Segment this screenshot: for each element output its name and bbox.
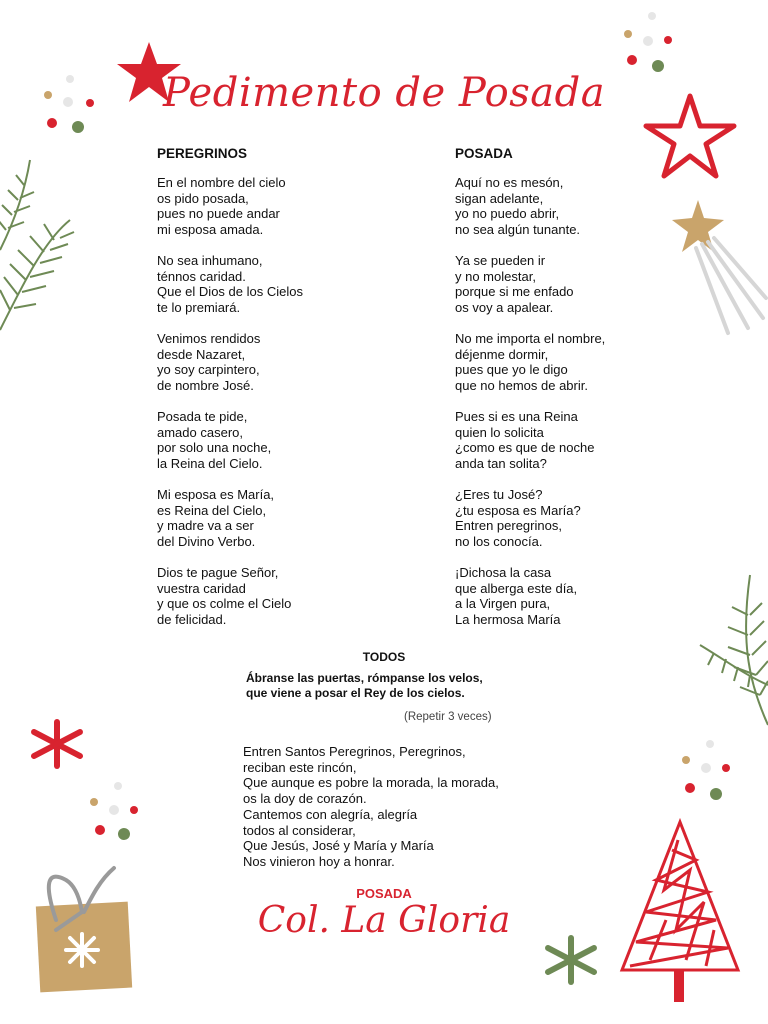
verse-line: reciban este rincón, <box>243 759 357 775</box>
verse-line: a la Virgen pura, <box>455 596 551 611</box>
stanza <box>455 175 605 237</box>
verse-line: la Reina del Cielo. <box>157 455 263 471</box>
verse-line: Entren Santos Peregrinos, Peregrinos, <box>243 744 466 759</box>
verse-line: porque si me enfado <box>455 284 574 299</box>
verse-line: ¿como es que de noche <box>455 440 595 455</box>
verse-line: de nombre José. <box>157 377 254 393</box>
verse-line: yo soy carpintero, <box>157 362 260 377</box>
verse-line: ¿Eres tu José? <box>455 487 543 502</box>
verse-line: yo no puedo abrir, <box>455 206 560 221</box>
verse-line: mi esposa amada. <box>157 221 264 237</box>
verse-line: Entren peregrinos, <box>455 518 562 533</box>
dots-bottom-left-icon <box>88 782 144 842</box>
todos-chorus <box>246 671 483 701</box>
verse-line: amado casero, <box>157 424 243 440</box>
verse-line: Ya se pueden ir <box>455 253 546 268</box>
verse-line: y que os colme el Cielo <box>157 596 292 611</box>
red-snowflake-icon <box>28 718 86 770</box>
verse-line: Que Jesús, José y María y María <box>243 838 434 854</box>
verse-line: anda tan solita? <box>455 455 547 471</box>
verse-line: No sea inhumano, <box>157 253 263 268</box>
stanza <box>157 253 303 315</box>
verse-line: Cantemos con alegría, alegría <box>243 806 418 822</box>
verse-line: del Divino Verbo. <box>157 533 256 549</box>
verse-line: os pido posada, <box>157 190 249 206</box>
verse-line: es Reina del Cielo, <box>157 502 267 518</box>
verse-line: quien lo solicita <box>455 424 544 440</box>
green-snowflake-icon <box>542 934 600 986</box>
verse-line: desde Nazaret, <box>157 346 246 362</box>
heading-peregrinos: PEREGRINOS <box>157 146 248 161</box>
verse-line: Nos vinieron hoy a honrar. <box>243 853 395 869</box>
verse-line: Venimos rendidos <box>157 331 261 346</box>
todos-heading: TODOS <box>362 650 406 664</box>
posada-column <box>455 175 605 643</box>
verse-line: os voy a apalear. <box>455 299 554 315</box>
verse-line: que no hemos de abrir. <box>455 377 588 393</box>
verse-line: y no molestar, <box>455 268 536 284</box>
verse-line: La hermosa María <box>455 611 561 627</box>
verse-line: sigan adelante, <box>455 190 544 206</box>
verse-line: En el nombre del cielo <box>157 175 286 190</box>
stanza <box>157 487 303 549</box>
verse-line: te lo premiará. <box>157 299 241 315</box>
verse-line: vuestra caridad <box>157 580 246 596</box>
verse-line: Mi esposa es María, <box>157 487 275 502</box>
heading-posada: POSADA <box>455 146 513 161</box>
peregrinos-column <box>157 175 303 643</box>
verse-line: Que aunque es pobre la morada, la morada, <box>243 775 499 791</box>
verse-line: por solo una noche, <box>157 440 272 455</box>
verse-line: No me importa el nombre, <box>455 331 606 346</box>
stanza <box>455 253 605 315</box>
verse-line: ¿tu esposa es María? <box>455 502 581 518</box>
stanza <box>157 565 303 627</box>
verse-line: os la doy de corazón. <box>243 791 367 807</box>
final-verse <box>243 744 499 870</box>
footer-signature: Col. La Gloria <box>257 900 511 941</box>
verse-line: que alberga este día, <box>455 580 578 596</box>
page-title: Pedimento de Posada <box>162 70 606 116</box>
verse-line: Aquí no es mesón, <box>455 175 564 190</box>
verse-line: Posada te pide, <box>157 409 248 424</box>
footer-label: POSADA <box>356 886 412 901</box>
pine-branch-left-icon <box>0 160 80 330</box>
stanza <box>157 409 303 471</box>
verse-line: ¡Dichosa la casa <box>455 565 552 580</box>
verse-line: pues no puede andar <box>157 206 280 221</box>
stanza <box>455 331 605 393</box>
verse-line: y madre va a ser <box>157 518 254 533</box>
stanza <box>455 409 605 471</box>
stanza <box>157 175 303 237</box>
verse-line: Pues si es una Reina <box>455 409 578 424</box>
chorus-line: que viene a posar el Rey de los cielos. <box>246 686 465 700</box>
stanza <box>455 487 605 549</box>
verse-line: no los conocía. <box>455 533 543 549</box>
shooting-star-icon <box>668 198 768 338</box>
verse-line: de felicidad. <box>157 611 227 627</box>
stanza <box>455 565 605 627</box>
verse-line: ténnos caridad. <box>157 268 246 284</box>
dots-bottom-right-icon <box>680 740 736 802</box>
repeat-note: (Repetir 3 veces) <box>404 711 492 723</box>
verse-line: pues que yo le digo <box>455 362 568 377</box>
verse-line: no sea algún tunante. <box>455 221 581 237</box>
verse-line: todos al considerar, <box>243 822 356 838</box>
chorus-line: Ábranse las puertas, rómpanse los velos, <box>246 671 483 685</box>
stanza <box>157 331 303 393</box>
verse-line: Que el Dios de los Cielos <box>157 284 303 299</box>
verse-line: déjenme dormir, <box>455 346 549 362</box>
verse-line: Dios te pague Señor, <box>157 565 279 580</box>
dots-top-right-icon <box>622 12 682 77</box>
